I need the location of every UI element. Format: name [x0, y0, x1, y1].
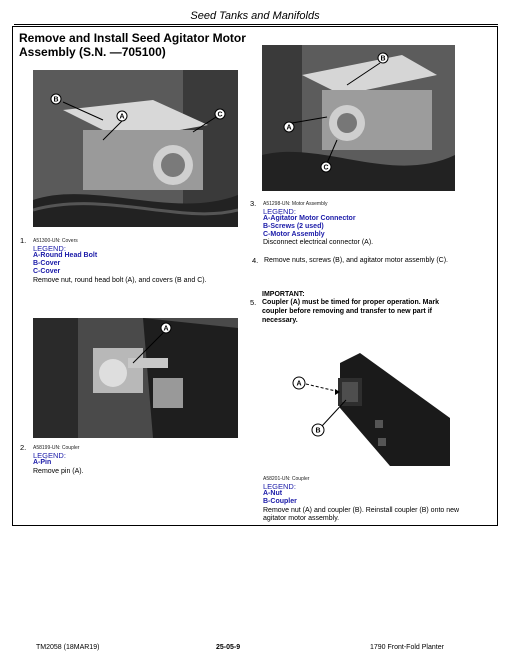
step-2-caption: A58199-UN: Coupler — [33, 445, 80, 451]
important-line-2: coupler before removing and transfer to new part if — [262, 308, 432, 315]
photo1-callout-a: A — [119, 113, 125, 121]
step-2-text: Remove pin (A). — [33, 468, 84, 475]
step-3-legend-b: B-Screws (2 used) — [263, 223, 324, 230]
step-4-text: Remove nuts, screws (B), and agitator motor assembly (C). — [264, 257, 449, 264]
step-4-number: 4. — [252, 256, 259, 265]
step-3-text: Disconnect electrical connector (A). — [263, 239, 374, 246]
important-label: IMPORTANT: — [262, 291, 305, 298]
photo3-callout-c: C — [323, 164, 329, 172]
title-line-1: Remove and Install Seed Agitator Motor — [19, 31, 246, 45]
photo1-callout-c: C — [217, 111, 223, 119]
step-6-text-line-2: agitator motor assembly. — [263, 515, 340, 522]
step-1-legend-b: B-Cover — [33, 260, 61, 267]
step-1-legend-c: C-Cover — [33, 268, 61, 275]
step-3-legend-heading: LEGEND: — [263, 207, 296, 216]
step-6-text-line-1: Remove nut (A) and coupler (B). Reinstall coupler (B) onto new — [263, 507, 460, 514]
photo3-callout-a: A — [286, 124, 292, 132]
photo1-callout-b: B — [53, 96, 59, 104]
photo-coupler-nut — [280, 348, 450, 466]
step-1-number: 1. — [20, 236, 27, 245]
photo-covers — [33, 70, 238, 227]
photo-coupler-pin — [33, 318, 238, 438]
step-3-caption: A51298-UN: Motor Assembly — [263, 201, 328, 207]
step-2-number: 2. — [20, 443, 27, 452]
photo3-callout-b: B — [380, 55, 386, 63]
photo-motor-assembly — [262, 45, 455, 191]
step-1-legend-heading: LEGEND: — [33, 244, 66, 253]
important-line-1: Coupler (A) must be timed for proper operation. Mark — [262, 299, 439, 306]
running-header: Seed Tanks and Manifolds — [190, 10, 320, 22]
page-title — [19, 31, 259, 59]
step-6-legend-a: A-Nut — [263, 490, 283, 497]
title-line-2: Assembly (S.N. —705100) — [19, 45, 166, 59]
important-line-3: necessary. — [262, 317, 298, 324]
photo4-callout-b: B — [315, 427, 321, 435]
footer-doc-id: TM2058 (18MAR19) — [36, 644, 100, 651]
step-6-caption: A58201-UN: Coupler — [263, 476, 310, 482]
step-1-text: Remove nut, round head bolt (A), and covers (B and C). — [33, 277, 207, 284]
photo2-callout-a: A — [163, 325, 169, 333]
step-1-legend-a: A-Round Head Bolt — [33, 252, 98, 259]
photo4-callout-a: A — [296, 380, 302, 388]
step-2-legend-a: A-Pin — [33, 459, 52, 466]
step-3-number: 3. — [250, 199, 257, 208]
step-3-legend-a: A-Agitator Motor Connector — [263, 215, 356, 222]
step-1-caption: A51300-UN: Covers — [33, 238, 78, 244]
step-6-legend-b: B-Coupler — [263, 498, 297, 505]
footer-page-number: 25-05-9 — [216, 644, 241, 651]
step-6-legend-heading: LEGEND: — [263, 482, 296, 491]
header-rule — [14, 24, 498, 25]
footer-product: 1790 Front-Fold Planter — [370, 644, 444, 651]
step-2-legend-heading: LEGEND: — [33, 451, 66, 460]
step-5-number: 5. — [250, 298, 257, 307]
step-3-legend-c: C-Motor Assembly — [263, 231, 325, 238]
